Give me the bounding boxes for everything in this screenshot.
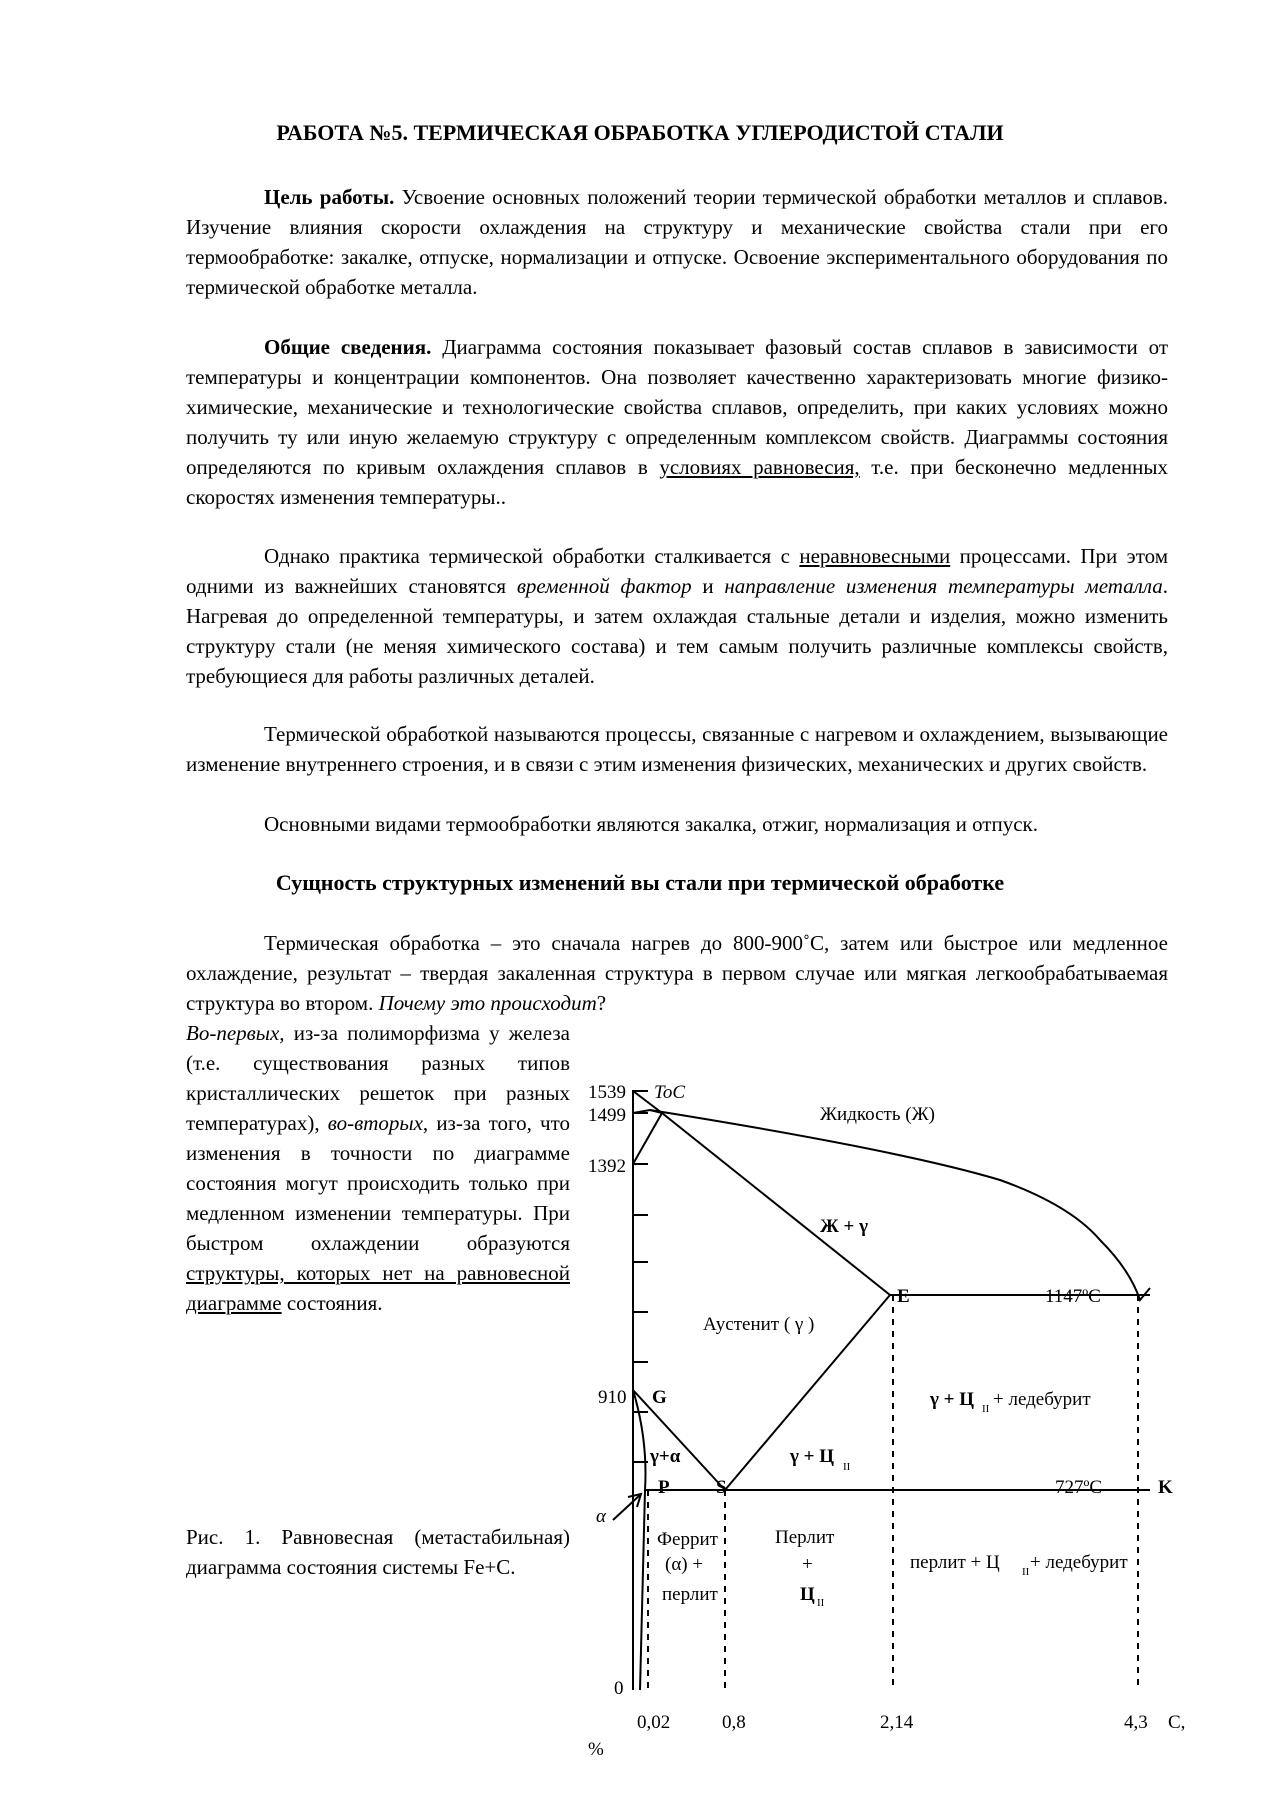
practice-text-3: и: [691, 574, 725, 598]
left-italic-2: во-вторых: [327, 1111, 423, 1135]
subscript-ii: II: [843, 1461, 851, 1473]
point-s: S: [716, 1477, 727, 1498]
pq-line: [640, 1490, 645, 1690]
liquidus-line: [650, 1110, 1150, 1300]
practice-italic-1: временной фактор: [516, 574, 692, 598]
left-underlined: структуры, которых нет на равновесной диаграмме: [186, 1261, 570, 1315]
region-ferrite-line1: Феррит: [657, 1529, 718, 1550]
region-pearlite-line3: Ц: [800, 1584, 815, 1605]
left-text-1: из-за полиморфизма у железа (т.е. существования разных типов кристаллических решеток при разных температурах),: [186, 1021, 570, 1135]
essence-text-2: ?: [596, 991, 607, 1015]
region-pearlite-line1: Перлит: [775, 1527, 835, 1548]
left-italic-1: Во-первых,: [186, 1021, 285, 1045]
x-tick-43: 4,3: [1124, 1712, 1148, 1733]
general-label: Общие сведения.: [264, 335, 432, 359]
x-axis-label-c: С,: [1168, 1712, 1186, 1733]
subscript-ii: II: [982, 1403, 990, 1415]
subscript-ii: II: [817, 1597, 825, 1609]
practice-text-4: . Нагревая до определенной температуры, и затем охлаждая стальные детали и изделия, можно изменить структуру стали (не меняя химического состава) и тем самым получить различные комплексы свойств, требующиеся для работы различных деталей.: [186, 574, 1168, 688]
ledeburite-suffix: + ледебурит: [993, 1389, 1091, 1410]
temp-label-1499: 1499: [588, 1105, 626, 1126]
x-axis-label-percent: %: [588, 1739, 604, 1760]
point-g: G: [652, 1387, 667, 1408]
page-title: РАБОТА №5. ТЕРМИЧЕСКАЯ ОБРАБОТКА УГЛЕРОДИСТОЙ СТАЛИ: [276, 120, 1004, 145]
point-k: K: [1158, 1477, 1173, 1498]
practice-italic-2: направление изменения температуры металла: [724, 574, 1163, 598]
figure-caption: Рис. 1. Равновесная (метастабильная) диаграмма состояния системы Fe+C.: [186, 1525, 570, 1579]
region-alpha: α: [596, 1506, 606, 1527]
x-tick-002: 0,02: [637, 1712, 671, 1733]
general-text-2: т.е. при бесконечно медленных скоростях изменения температуры..: [186, 455, 1168, 509]
ledeburite-suffix: + ледебурит: [1030, 1552, 1128, 1573]
gp-line: [633, 1390, 646, 1490]
temp-label-1392: 1392: [588, 1156, 626, 1177]
essence-italic: Почему это происходит: [378, 991, 597, 1015]
temp-label-1539: 1539: [588, 1082, 626, 1103]
goal-text: Усвоение основных положений теории термической обработки металлов и сплавов. Изучение влияния скорости охлаждения на структуру и механические свойства стали при его термообработке: закалке, отпуске, нормализации и отпуске. Освоение экспериментального оборудования по термической обработке металла.: [186, 185, 1168, 299]
region-ferrite-line3: перлит: [662, 1584, 718, 1605]
region-pearlite-cementite-ledeburite: перлит + Ц: [910, 1552, 1000, 1573]
region-gamma-cementite: γ + Ц: [790, 1446, 834, 1467]
essence-text-1: Термическая обработка – это сначала нагрев до 800-900˚С, затем или быстрое или медленное охлаждение, результат – твердая закаленная структура в первом случае или мягкая легкообрабатываемая структура во втором.: [186, 931, 1168, 1015]
region-gamma-alpha: γ+α: [650, 1446, 681, 1467]
y-axis-label: ToC: [654, 1082, 685, 1103]
practice-text-2: процессами. При этом одними из важнейших становятся: [186, 544, 1168, 598]
practice-text-1: Однако практика термической обработки сталкивается с: [264, 544, 800, 568]
left-text-2: , из-за того, что изменения в точности по диаграмме состояния могут происходить только при медленном изменении температуры. При быстром охлаждении образуются: [186, 1111, 570, 1255]
region-gamma-cementite-ledeburite: γ + Ц: [930, 1389, 974, 1410]
goal-label: Цель работы.: [264, 185, 395, 209]
region-austenite: Аустенит ( γ ): [703, 1314, 815, 1335]
x-tick-214: 2,14: [880, 1712, 914, 1733]
general-text-1: Диаграмма состояния показывает фазовый состав сплавов в зависимости от температуры и концентрации компонентов. Она позволяет качественно характеризовать многие физико-химические, механические и технологические свойства сплавов, определить, при каких условиях можно получить ту или иную желаемую структуру с определенным комплексом свойств. Диаграммы состояния определяются по кривым охлаждения сплавов в: [186, 335, 1168, 479]
left-text-3: состояния.: [281, 1291, 383, 1315]
point-p: P: [658, 1477, 670, 1498]
temp-727: 727ºС: [1055, 1477, 1103, 1498]
general-underlined: условиях равновесия,: [659, 455, 860, 479]
section-title: Сущность структурных изменений вы стали при термической обработке: [275, 870, 1005, 895]
types-text: Основными видами термообработки являются закалка, отжиг, нормализация и отпуск.: [264, 812, 1038, 836]
region-pearlite-line2: +: [802, 1554, 813, 1575]
subscript-ii: II: [1022, 1566, 1030, 1578]
x-tick-08: 0,8: [722, 1712, 746, 1733]
definition-text: Термической обработкой называются процессы, связанные с нагревом и охлаждением, вызывающие изменение внутреннего строения, и в связи с этим изменения физических, механических и других свойств.: [186, 722, 1168, 776]
temp-label-910: 910: [598, 1387, 627, 1408]
temp-1147: 1147ºС: [1045, 1286, 1101, 1307]
region-liquid: Жидкость (Ж): [820, 1104, 935, 1125]
temp-label-0: 0: [614, 1678, 624, 1699]
practice-underlined: неравновесными: [799, 544, 951, 568]
region-ferrite-line2: (α) +: [665, 1554, 704, 1575]
region-liquid-gamma: Ж + γ: [820, 1216, 869, 1237]
solidus-line: [662, 1113, 890, 1295]
gs-line: [633, 1390, 725, 1490]
alpha-arrow: [613, 1495, 640, 1520]
point-e: E: [897, 1286, 910, 1307]
